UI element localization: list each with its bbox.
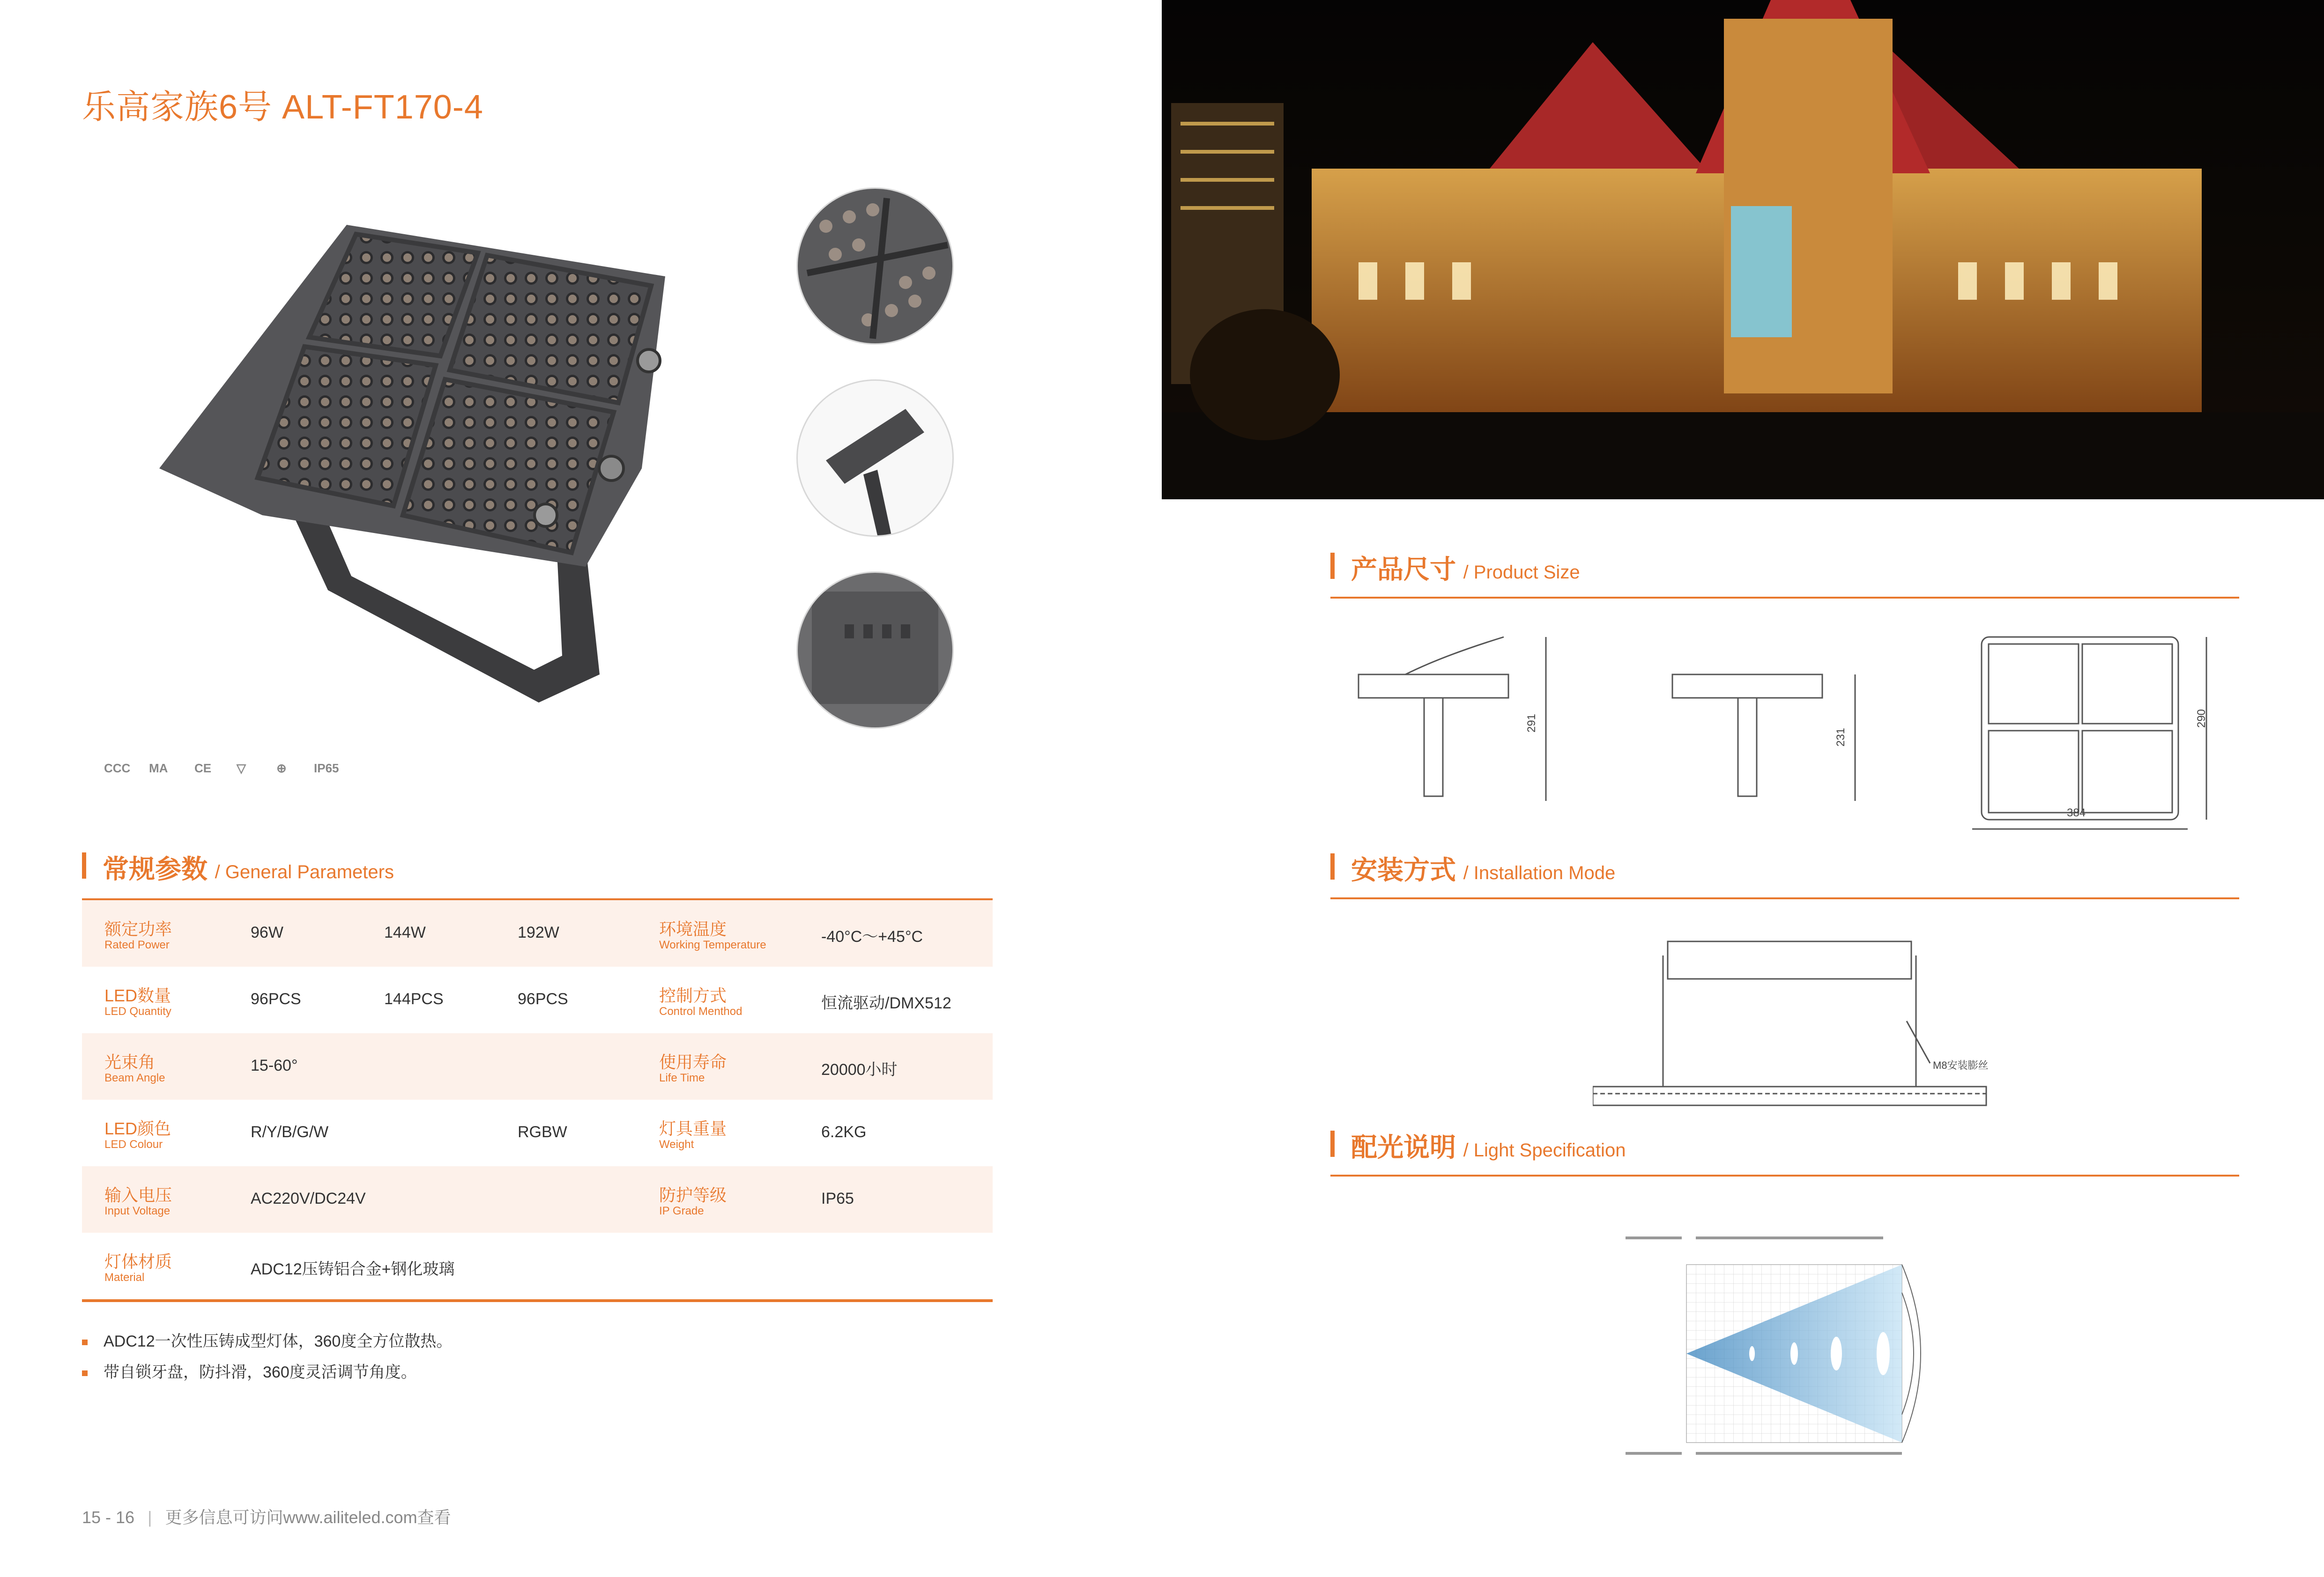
param-label-en: IP Grade	[659, 1205, 704, 1217]
installation-mode-heading	[1330, 848, 2239, 885]
table-row	[82, 967, 993, 1033]
table-row	[82, 1166, 993, 1233]
param-value: 20000小时	[821, 1061, 898, 1079]
dimension-drawings	[1349, 628, 2239, 834]
page-title: 乐高家族6号 ALT-FT170-4	[82, 89, 483, 126]
param-label-en: LED Quantity	[104, 1005, 171, 1018]
param-value: 192W	[518, 924, 559, 941]
param-label-en: Input Voltage	[104, 1205, 171, 1217]
detail-thumb-back	[796, 571, 954, 729]
product-photo	[150, 206, 712, 740]
param-label-en: Life Time	[659, 1072, 705, 1084]
param-value: 96PCS	[518, 990, 568, 1008]
light-en: / Light Specification	[1463, 1140, 1626, 1161]
param-value: 96W	[251, 924, 283, 941]
product-size-heading	[1330, 547, 2239, 585]
param-label: 灯具重量	[659, 1119, 727, 1138]
detail-thumb-front	[796, 187, 954, 345]
cert-ce-icon: CE	[194, 761, 212, 775]
install-note: M8安装膨丝	[1933, 1059, 1989, 1071]
param-label-en: LED Colour	[104, 1138, 163, 1151]
param-label: LED颜色	[104, 1119, 171, 1138]
param-label: 输入电压	[104, 1185, 172, 1205]
dim-384: 384	[2067, 807, 2086, 819]
param-value: R/Y/B/G/W	[251, 1123, 329, 1141]
param-label-en: Rated Power	[104, 939, 170, 951]
param-label: 额定功率	[104, 919, 172, 939]
param-value: 6.2KG	[821, 1123, 867, 1141]
param-label-en: Working Temperature	[659, 939, 766, 951]
parameters-table	[82, 900, 993, 1299]
light-cn: 配光说明	[1351, 1133, 1456, 1162]
param-label: 灯体材质	[104, 1252, 172, 1271]
footer	[82, 1504, 451, 1528]
cert-ip65-label: IP65	[314, 761, 339, 775]
size-en: / Product Size	[1463, 562, 1580, 583]
param-value: 15-60°	[251, 1057, 298, 1074]
param-value: 144W	[384, 924, 426, 941]
install-cn: 安装方式	[1351, 855, 1456, 885]
light-divider	[1330, 1175, 2239, 1177]
param-value: AC220V/DC24V	[251, 1190, 366, 1207]
param-label: LED数量	[104, 986, 171, 1005]
dim-290: 290	[2195, 709, 2208, 728]
table-row	[82, 1233, 993, 1299]
cert-ccc-icon: CCC	[104, 761, 131, 775]
param-value: -40°C～+45°C	[821, 928, 923, 946]
param-value: IP65	[821, 1190, 854, 1207]
general-en: / General Parameters	[215, 862, 394, 882]
page-numbers: 15 - 16	[82, 1508, 135, 1527]
general-cn: 常规参数	[103, 854, 208, 884]
installation-drawing	[1593, 932, 1996, 1119]
feature-item: ADC12一次性压铸成型灯体，360度全方位散热。	[82, 1328, 452, 1351]
footer-url-text: 更多信息可访问www.ailiteled.com查看	[165, 1508, 451, 1527]
footer-separator: |	[148, 1508, 152, 1527]
table-bottom-divider	[82, 1299, 993, 1302]
light-distribution-diagram	[1621, 1227, 1958, 1471]
feature-item: 带自锁牙盘，防抖滑，360度灵活调节角度。	[82, 1359, 417, 1382]
param-label-en: Beam Angle	[104, 1072, 165, 1084]
install-divider	[1330, 897, 2239, 899]
param-label-en: Weight	[659, 1138, 694, 1151]
param-label-en: Control Menthod	[659, 1005, 742, 1018]
size-cn: 产品尺寸	[1351, 555, 1456, 584]
dim-231: 231	[1834, 727, 1848, 747]
param-value: 恒流驱动/DMX512	[821, 994, 951, 1012]
param-label: 防护等级	[659, 1185, 727, 1205]
param-label-en: Material	[104, 1271, 145, 1284]
table-row	[82, 1100, 993, 1166]
param-label: 光束角	[104, 1052, 156, 1072]
param-label: 控制方式	[659, 986, 727, 1005]
size-divider	[1330, 597, 2239, 599]
cert-ground-icon: ⊕	[276, 761, 287, 775]
table-row	[82, 1033, 993, 1100]
param-value: RGBW	[518, 1123, 567, 1141]
dim-291: 291	[1525, 713, 1538, 733]
table-row	[82, 900, 993, 967]
detail-thumb-side	[796, 379, 954, 537]
param-label: 使用寿命	[659, 1052, 727, 1072]
param-value: 96PCS	[251, 990, 301, 1008]
cert-triangle-icon: ▽	[237, 761, 246, 775]
param-label: 环境温度	[659, 919, 727, 939]
cert-cma-icon: MA	[149, 761, 168, 775]
param-value: ADC12压铸铝合金+钢化玻璃	[251, 1260, 455, 1278]
general-parameters-heading	[82, 847, 993, 884]
install-en: / Installation Mode	[1463, 863, 1616, 883]
param-value: 144PCS	[384, 990, 444, 1008]
building-night-photo	[1162, 0, 2324, 499]
light-spec-heading	[1330, 1125, 2239, 1162]
